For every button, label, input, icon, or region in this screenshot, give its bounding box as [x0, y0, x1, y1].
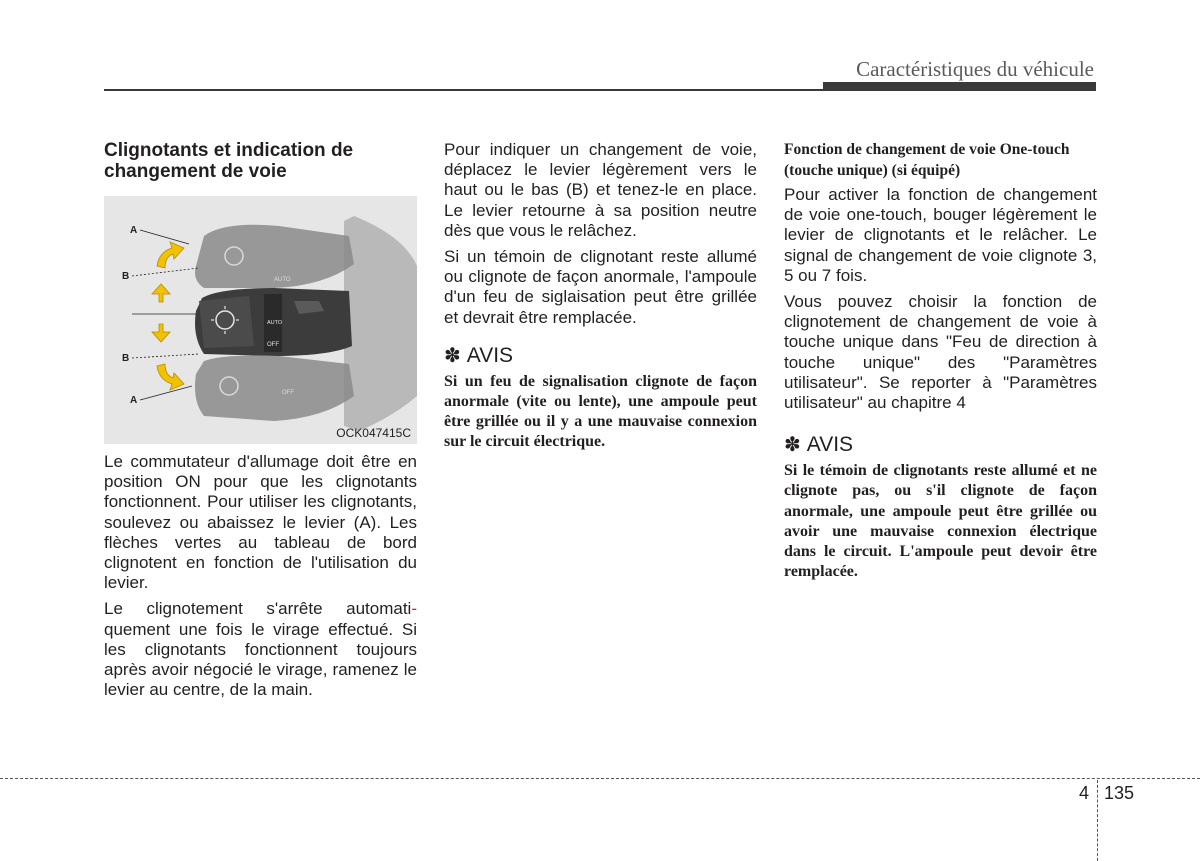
notice-heading: [444, 344, 757, 368]
paragraph-one-touch: Pour activer la fonction de changement de voie one-touch, bouger légèrement le levier de clignotants et le relâcher. Le signal de changement de voie clignote 3, 5 ou 7 fois.: [784, 185, 1097, 285]
column-1: [104, 140, 417, 706]
notice-heading-2: [784, 433, 1097, 457]
lever-off-label-down: OFF: [282, 390, 294, 396]
paragraph-lane-change: Pour indiquer un changement de voie, déplacez le levier légèrement vers le haut ou le bas (B) et tenez-le en place. Le levier retourne à sa position neutre dès que vous le relâchez.: [444, 140, 757, 240]
footer-rule: [0, 778, 1200, 779]
notice-title: AVIS: [466, 343, 514, 367]
column-2: [444, 140, 757, 453]
label-a-bottom: A: [130, 395, 138, 406]
label-a-top: A: [130, 225, 138, 236]
footer-divider: [1097, 780, 1098, 861]
paragraph-indicator-fault: Si un témoin de clignotant reste allumé ou clignote de façon anormale, l'ampoule d'un feu de siglaisation peut être grillée et devrait être remplacée.: [444, 247, 757, 327]
turn-signal-lever-illustration: [104, 196, 417, 444]
paragraph-ignition: Le commutateur d'allumage doit être en position ON pour que les clignotants fonctionnent. Pour utiliser les clignotants, soulevez ou abaissez le levier (A). Les flèches vertes au tableau de bord clignotent en fonction de l'utilisation du levier.: [104, 452, 417, 593]
chapter-number: 4: [1079, 783, 1090, 803]
column-3: [784, 140, 1097, 582]
lever-diagram: [104, 196, 417, 444]
one-touch-subheading: Fonction de changement de voie One-touch (touche unique) (si équipé): [784, 141, 1070, 179]
notice-title-2: AVIS: [806, 433, 854, 457]
notice-star-icon-2: ✽: [784, 434, 801, 457]
paragraph-auto-stop: [104, 599, 417, 700]
notice-star-icon: ✽: [444, 344, 461, 367]
lever-auto-label: AUTO: [267, 320, 283, 326]
lever-off-label: OFF: [267, 342, 279, 348]
notice-text: Si un feu de signalisation clignote de façon anormale (vite ou lente), une ampoule peut être grillée ou il y a une mauvaise connexion sur le circuit électrique.: [444, 372, 757, 451]
notice-text-2: Si le témoin de clignotants reste allumé et ne clignote pas, ou s'il clignote de façon anormale, une ampoule peut être grillée ou avoir une mauvaise connexion électrique dans le circuit. L'ampoule peut devoir être remplacée.: [784, 462, 1097, 581]
hyphen-mark: -: [411, 599, 417, 619]
section-title: Caractéristiques du véhicule: [856, 57, 1094, 81]
paragraph-auto-stop-part1: Le clignotement s'arrête automati: [104, 599, 412, 619]
paragraph-auto-stop-part2: quement une fois le virage effectué. Si les clignotants fonctionnent toujours après avoir négocié le virage, ramenez le levier au centre, de la main.: [104, 619, 417, 700]
lever-center: [195, 288, 352, 356]
paragraph-user-settings: Vous pouvez choisir la fonction de clignotement de changement de voie à touche unique dans "Feu de direction à touche unique" des "Paramètres utilisateur". Se reporter à "Paramètres utilisateur" au chapitre 4: [784, 292, 1097, 413]
label-b-top: B: [122, 271, 130, 282]
section-heading: Clignotants et indication de changement de voie: [104, 140, 354, 182]
page-number: 135: [1104, 783, 1135, 803]
lever-auto-label-up: AUTO: [274, 277, 291, 283]
label-b-bottom: B: [122, 353, 130, 364]
figure-code: OCK047415C: [336, 426, 411, 440]
header-rule: [104, 89, 1096, 91]
